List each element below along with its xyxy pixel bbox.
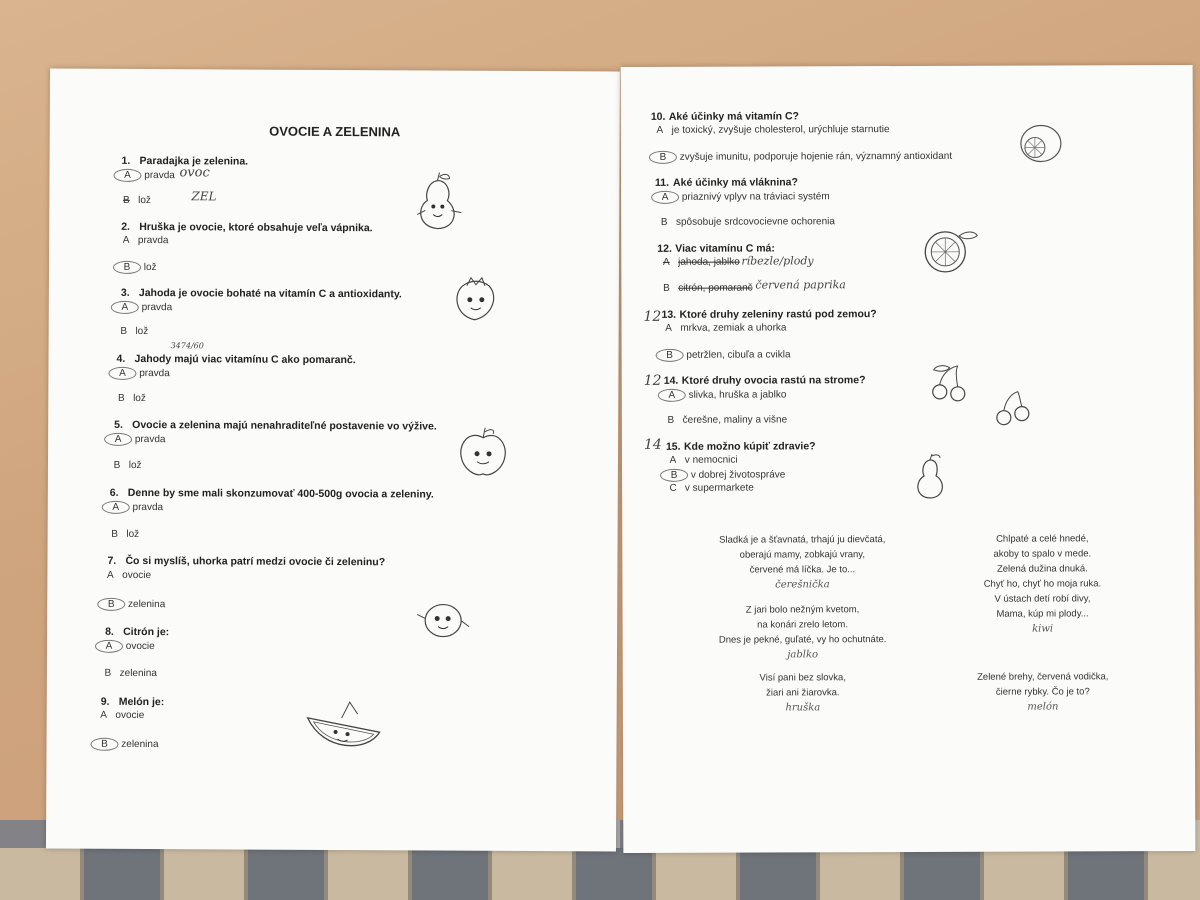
question-3-option-b[interactable]: B lož — [120, 325, 149, 338]
handwriting-ovoc: ovoc — [179, 165, 210, 181]
question-3: 3. Jahoda je ovocie bohaté na vitamín C a antioxidanty. — [120, 286, 402, 301]
handwriting-q14-mark: 12 — [643, 372, 662, 389]
cherries-doodle-icon — [928, 362, 972, 404]
question-12-option-a[interactable]: A jahoda, jablko — [662, 256, 740, 268]
question-11-option-b[interactable]: B spôsobuje srdcovocievne ochorenia — [660, 216, 835, 228]
worksheet-left-page — [46, 69, 620, 852]
question-8-option-a[interactable]: A ovocie — [99, 640, 155, 653]
question-2: 2. Hruška je ovocie, ktoré obsahuje veľa vápnika. — [121, 220, 373, 235]
question-1-option-b[interactable]: B lož — [122, 194, 151, 207]
question-10: 10. Aké účinky má vitamín C? — [650, 110, 799, 123]
question-5-option-b[interactable]: B lož — [113, 459, 142, 471]
question-4-option-b[interactable]: B lož — [117, 392, 146, 405]
question-15-option-b[interactable]: B v dobrej životospráve — [664, 468, 785, 481]
question-4: 4. Jahody majú viac vitamínu C ako pomaranč. — [116, 352, 356, 367]
question-3-option-a[interactable]: A pravda — [115, 301, 172, 314]
question-9-option-b[interactable]: B zelenina — [94, 738, 158, 751]
riddle-3-answer: hruška — [785, 702, 821, 714]
riddle-1: Sladká je a šťavnatá, trhajú ju dievčatá, oberajú mamy, zobkajú vrany, červené má líčka. Je to... čerešnička — [682, 532, 922, 593]
question-14-option-b[interactable]: B čerešne, maliny a višne — [667, 414, 788, 426]
question-7-option-a[interactable]: A ovocie — [107, 569, 152, 582]
floor-tiles — [0, 848, 1200, 900]
question-1-option-a[interactable]: A pravda — [117, 169, 174, 182]
riddle-2-answer: jablko — [787, 649, 819, 661]
question-7: 7. Čo si myslíš, uhorka patrí medzi ovocie či zeleninu? — [107, 554, 386, 569]
pear-doodle-2-icon — [910, 452, 950, 500]
question-14: 14. Ktoré druhy ovocia rastú na strome? — [663, 374, 866, 387]
question-11-option-a[interactable]: A priaznivý vplyv na tráviaci systém — [655, 190, 830, 204]
question-15-option-a[interactable]: A v nemocnici — [669, 454, 738, 466]
handwriting-zel: ZEL — [191, 189, 217, 204]
orange-doodle-icon — [919, 224, 981, 276]
question-13-option-a[interactable]: A mrkva, zemiak a uhorka — [665, 322, 787, 334]
lemon-doodle-icon — [413, 598, 473, 643]
question-14-option-a[interactable]: A slivka, hruška a jablko — [662, 388, 787, 401]
riddle-2: Z jari bolo nežným kvetom, na konári zrelo letom. Dnes je pekné, guľaté, vy ho ochutnáte. jablko — [683, 602, 923, 663]
question-13-option-b[interactable]: B petržlen, cibuľa a cvikla — [660, 348, 791, 361]
riddle-4: Chlpaté a celé hnedé, akoby to spalo v mede. Zelená dužina dnuká. Chyť ho, chyť ho moja ruka. V ústach detí robí divy, Mama, kúp mi plody... kiwi — [922, 531, 1162, 637]
question-5-option-a[interactable]: A pravda — [108, 433, 165, 446]
question-2-option-a[interactable]: A pravda — [122, 234, 169, 247]
question-15-option-c[interactable]: C v supermarkete — [669, 482, 754, 494]
riddle-5: Zelené brehy, červená vodička, čierne rybky. Čo je to? melón — [923, 669, 1163, 715]
strawberry-doodle-icon — [449, 276, 509, 326]
question-1: 1. Paradajka je zelenina. — [121, 154, 249, 168]
question-9: 9. Melón je: — [100, 695, 165, 709]
question-12: 12. Viac vitamínu C má: — [657, 242, 775, 255]
question-4-option-a[interactable]: A pravda — [112, 367, 169, 380]
apple-doodle-icon — [453, 426, 513, 481]
handwriting-q12-b: červená paprika — [755, 278, 846, 292]
question-8: 8. Citrón je: — [105, 625, 170, 639]
watermelon-doodle-icon — [301, 698, 386, 753]
worksheet-title: OVOCIE A ZELENINA — [269, 123, 401, 140]
handwriting-q12-a: ríbezle/plody — [741, 254, 814, 268]
question-2-option-b[interactable]: B lož — [117, 261, 157, 274]
question-12-option-b[interactable]: B citrón, pomaranč — [663, 282, 753, 294]
question-7-option-b[interactable]: B zelenina — [101, 598, 165, 611]
question-6: 6. Denne by sme mali skonzumovať 400-500g ovocia a zeleniny. — [109, 486, 434, 501]
pear-doodle-icon — [409, 170, 469, 235]
question-8-option-b[interactable]: B zelenina — [104, 667, 157, 680]
question-6-option-b[interactable]: B lož — [111, 528, 140, 540]
handwriting-note-q4: 3474/60 — [170, 341, 204, 351]
riddle-4-answer: kiwi — [1032, 623, 1054, 635]
riddle-1-answer: čerešnička — [775, 579, 830, 591]
question-11: 11. Aké účinky má vláknina? — [655, 176, 798, 189]
lemon-slice-doodle-icon — [1013, 119, 1073, 167]
question-9-option-a[interactable]: A ovocie — [100, 709, 145, 722]
question-10-option-b[interactable]: B zvyšuje imunitu, podporuje hojenie rán, významný antioxidant — [653, 150, 952, 164]
worksheet-right-page — [621, 65, 1196, 853]
handwriting-q15-mark: 14 — [643, 436, 662, 453]
question-13: 13. Ktoré druhy zeleniny rastú pod zemou? — [661, 308, 877, 321]
question-5: 5. Ovocie a zelenina majú nenahraditeľné postavenie vo výžive. — [114, 418, 437, 433]
question-15: 15. Kde možno kúpiť zdravie? — [665, 440, 816, 453]
question-10-option-a[interactable]: A je toxický, zvyšuje cholesterol, urýchluje starnutie — [656, 124, 890, 136]
cherries-doodle-2-icon — [992, 388, 1036, 430]
riddle-3: Visí pani bez slovka, žiari ani žiarovka. hruška — [683, 670, 923, 716]
riddle-5-answer: melón — [1027, 701, 1059, 713]
handwriting-q13-mark: 12 — [643, 308, 662, 325]
question-6-option-a[interactable]: A pravda — [106, 501, 163, 514]
